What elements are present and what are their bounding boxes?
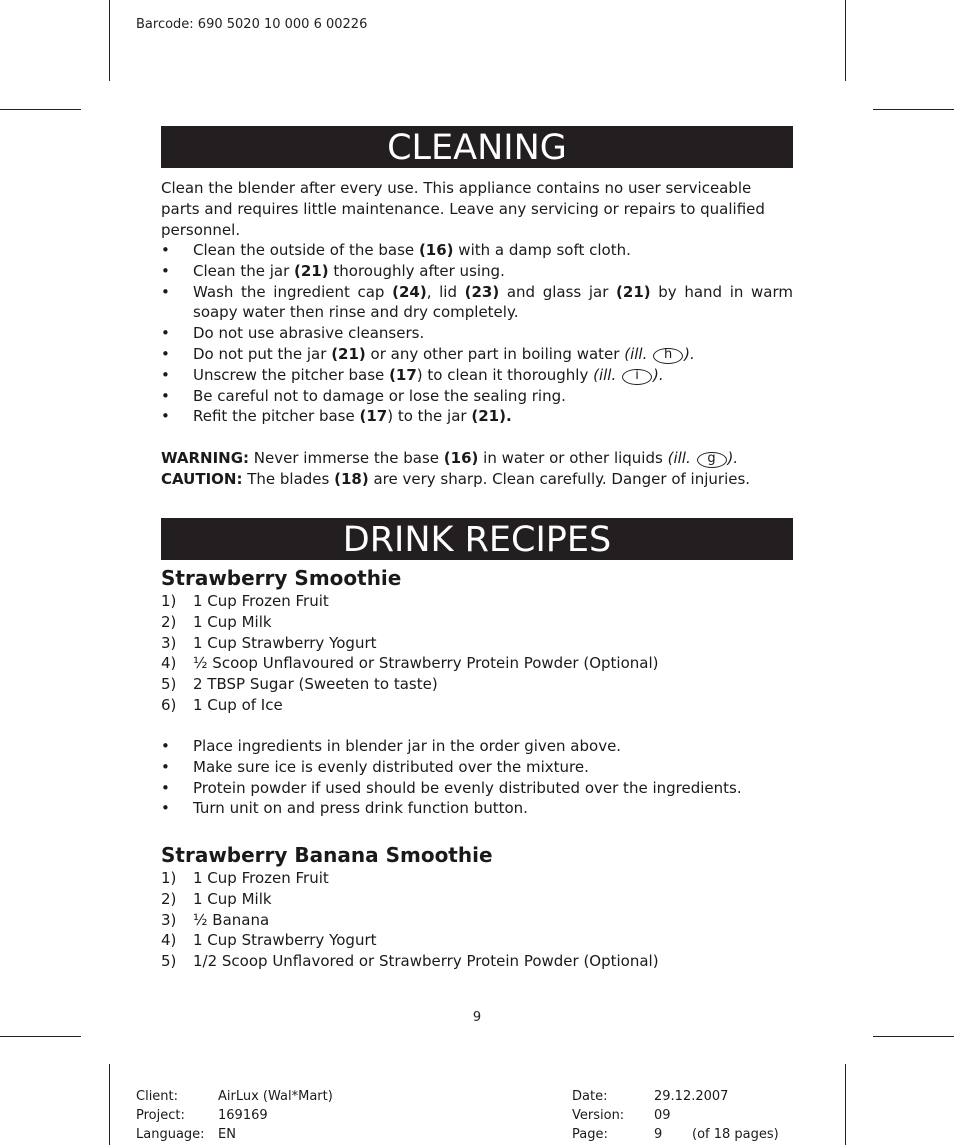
list-item: • Refit the pitcher base (17) to the jar (21). <box>161 407 512 426</box>
strawberry-banana-smoothie-ingredients <box>161 868 793 972</box>
list-item: 4) 1 Cup Strawberry Yogurt <box>161 931 377 950</box>
footer-left <box>136 1087 333 1144</box>
crop-mark-left-lower <box>0 1036 81 1037</box>
client-label: Client: <box>136 1089 179 1104</box>
page-total: (of 18 pages) <box>692 1127 779 1142</box>
drink-recipes-banner: DRINK RECIPES <box>161 518 793 560</box>
page-value: 9 <box>654 1127 663 1142</box>
list-item: • Do not put the jar (21) or any other part in boiling water (ill. h ). <box>161 344 695 363</box>
list-item: 5) 2 TBSP Sugar (Sweeten to taste) <box>161 675 438 694</box>
list-item: 1) 1 Cup Frozen Fruit <box>161 869 329 887</box>
bullet: • <box>161 365 170 384</box>
strawberry-smoothie-steps <box>161 736 793 819</box>
list-item: • Turn unit on and press drink function button. <box>161 799 528 818</box>
list-item: • Be careful not to damage or lose the sealing ring. <box>161 386 566 405</box>
list-item: • Protein powder if used should be evenly distributed over the ingredients. <box>161 778 742 797</box>
caution-label: CAUTION: <box>161 470 243 488</box>
strawberry-banana-smoothie-title: Strawberry Banana Smoothie <box>161 843 493 867</box>
bullet: • <box>161 241 170 259</box>
bullet: • <box>161 261 170 280</box>
bullet: • <box>161 737 170 755</box>
strawberry-smoothie-ingredients <box>161 591 793 716</box>
bullet: • <box>161 386 170 405</box>
list-item: 2) 1 Cup Milk <box>161 612 272 631</box>
version-value: 09 <box>654 1108 671 1123</box>
bullet: • <box>161 407 170 426</box>
bullet: • <box>161 344 170 363</box>
list-item: 2) 1 Cup Milk <box>161 889 272 908</box>
list-item: 5) 1/2 Scoop Unflavored or Strawberry Protein Powder (Optional) <box>161 952 659 971</box>
caution-text: CAUTION: The blades (18) are very sharp. Clean carefully. Danger of injuries. <box>161 470 751 488</box>
illustration-i-icon: i <box>622 369 652 385</box>
crop-mark-top-right <box>845 0 846 81</box>
barcode-text: Barcode: 690 5020 10 000 6 00226 <box>136 17 368 32</box>
list-item: 3) 1 Cup Strawberry Yogurt <box>161 633 377 652</box>
bullet: • <box>161 799 170 818</box>
page-label: Page: <box>572 1127 608 1142</box>
language-value: EN <box>218 1127 236 1142</box>
list-item: • Unscrew the pitcher base (17) to clean it thoroughly (ill. i ). <box>161 365 664 384</box>
warning-label: WARNING: <box>161 449 250 467</box>
cleaning-banner: CLEANING <box>161 126 793 168</box>
footer-right <box>572 1087 779 1144</box>
cleaning-list <box>161 240 793 427</box>
crop-mark-top-left <box>109 0 110 81</box>
crop-mark-right-lower <box>873 1036 954 1037</box>
list-item: 4) ½ Scoop Unflavoured or Strawberry Protein Powder (Optional) <box>161 654 659 673</box>
crop-mark-left-upper <box>0 109 81 110</box>
date-label: Date: <box>572 1089 608 1104</box>
cleaning-intro: Clean the blender after every use. This appliance contains no user serviceable parts and requires little maintenance. Leave any servicing or repairs to qualified personnel. <box>161 179 765 239</box>
crop-mark-bottom-left <box>109 1064 110 1145</box>
client-value: AirLux (Wal*Mart) <box>218 1089 333 1104</box>
crop-mark-bottom-right <box>845 1064 846 1145</box>
page-number: 9 <box>472 1010 482 1025</box>
illustration-g-icon: g <box>697 452 727 468</box>
list-item: 6) 1 Cup of Ice <box>161 695 283 714</box>
strawberry-smoothie-title: Strawberry Smoothie <box>161 566 402 590</box>
list-item: 3) ½ Banana <box>161 910 270 929</box>
project-label: Project: <box>136 1108 185 1123</box>
crop-mark-right-upper <box>873 109 954 110</box>
bullet: • <box>161 282 170 301</box>
language-label: Language: <box>136 1127 205 1142</box>
list-item: • Do not use abrasive cleansers. <box>161 324 425 343</box>
warning-text: WARNING: Never immerse the base (16) in water or other liquids (ill. g ). <box>161 449 739 467</box>
illustration-h-icon: h <box>653 348 683 364</box>
list-item: • Clean the jar (21) thoroughly after using. <box>161 261 505 280</box>
list-item: • Make sure ice is evenly distributed over the mixture. <box>161 757 589 776</box>
list-item: • Place ingredients in blender jar in the order given above. <box>161 737 622 755</box>
list-item: • Clean the outside of the base (16) with a damp soft cloth. <box>161 241 631 259</box>
bullet: • <box>161 778 170 797</box>
date-value: 29.12.2007 <box>654 1089 729 1104</box>
list-item: • Wash the ingredient cap (24), lid (23) and glass jar (21) by hand in warm soapy water then rinse and dry completely. <box>161 282 793 322</box>
bullet: • <box>161 757 170 776</box>
list-item: 1) 1 Cup Frozen Fruit <box>161 592 329 610</box>
version-label: Version: <box>572 1108 625 1123</box>
project-value: 169169 <box>218 1108 268 1123</box>
bullet: • <box>161 324 170 343</box>
